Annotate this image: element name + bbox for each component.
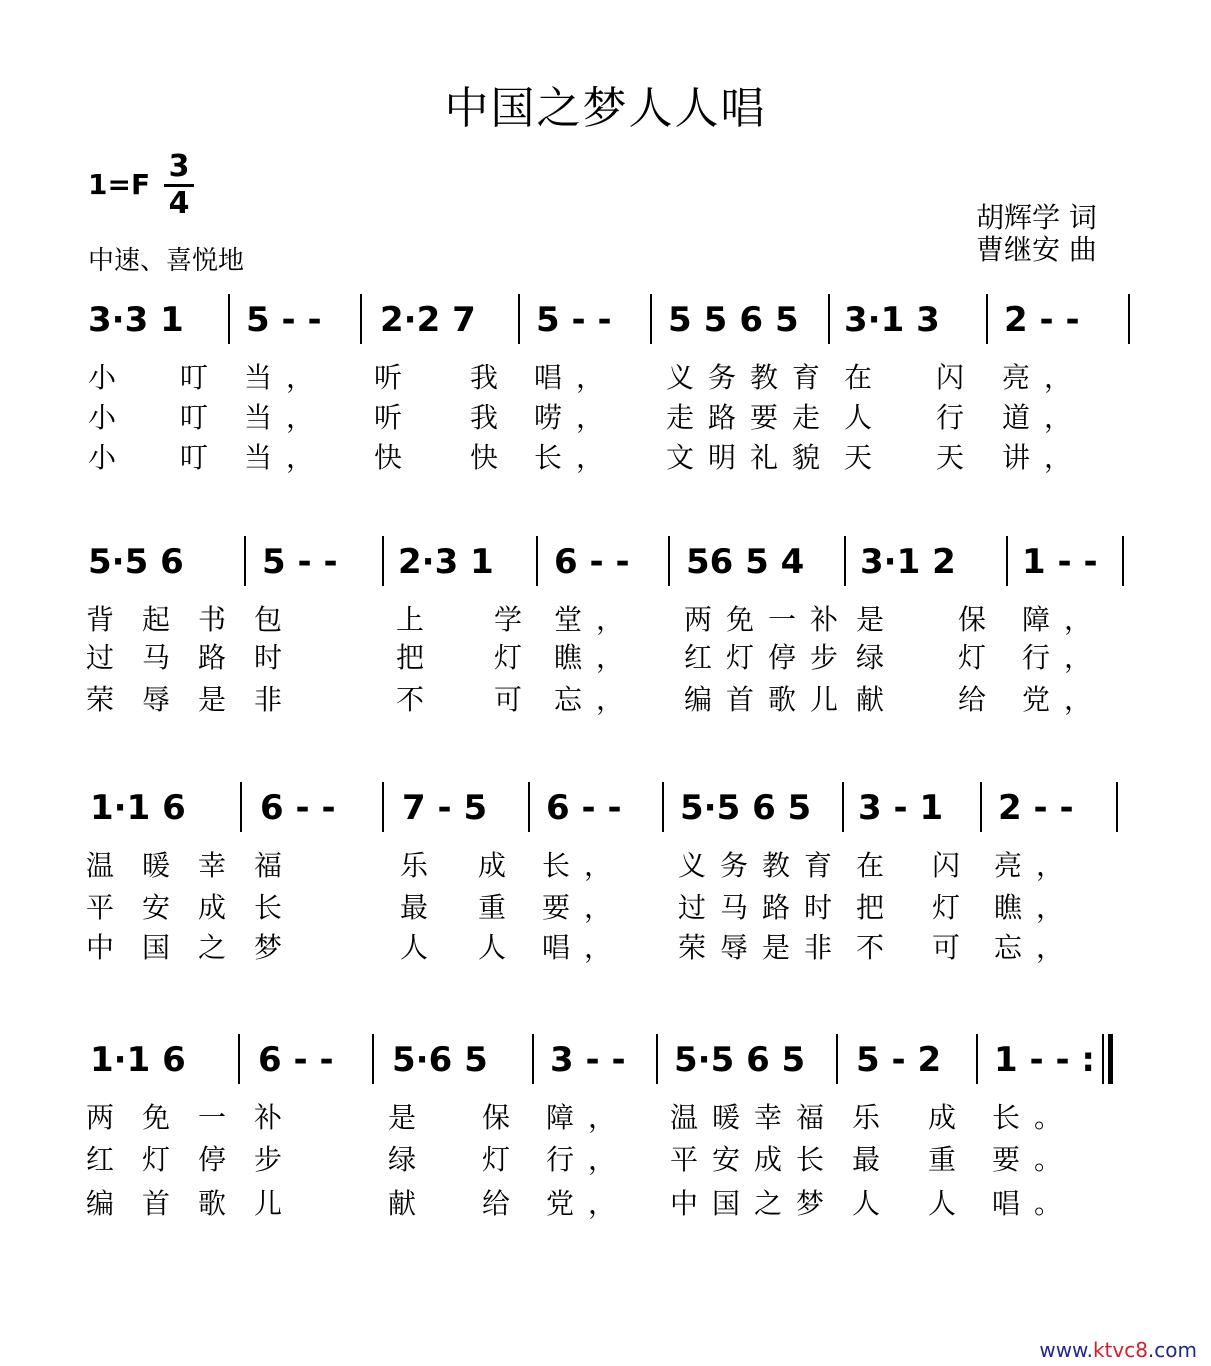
bar-line — [842, 782, 844, 832]
lyric: 唱。 — [992, 1187, 1077, 1220]
lyric-line-1 — [0, 356, 1211, 394]
lyric-line-2 — [0, 1138, 1211, 1176]
lyric: 长， — [534, 441, 619, 474]
lyric: 我 — [470, 401, 513, 434]
lyric: 唱， — [534, 361, 619, 394]
lyric: 小 — [88, 441, 131, 474]
measure: 5 - - — [536, 300, 612, 340]
lyric-line-1 — [0, 844, 1211, 882]
watermark-prefix: www. — [1039, 1338, 1093, 1362]
bar-line-end — [1116, 782, 1118, 832]
lyric: 编首歌儿 — [86, 1187, 311, 1220]
lyric: 人 — [852, 1187, 895, 1220]
lyric: 义务教育 — [666, 361, 835, 394]
tempo-marking: 中速、喜悦地 — [88, 246, 245, 276]
bar-line — [662, 782, 664, 832]
bar-line-end — [1128, 294, 1130, 344]
measure: 5·5 6 5 — [680, 788, 812, 828]
measure: 56 5 4 — [686, 542, 805, 582]
lyric: 献 — [388, 1187, 431, 1220]
lyric: 学 — [494, 603, 537, 636]
time-signature-top: 3 — [168, 149, 190, 184]
bar-line — [536, 536, 538, 586]
measure: 3 - 1 — [858, 788, 944, 828]
measure: 2 - - — [1004, 300, 1080, 340]
lyric: 是 — [388, 1101, 431, 1134]
bar-line — [372, 1034, 374, 1084]
bar-line — [1006, 536, 1008, 586]
lyric: 献 — [856, 683, 899, 716]
bar-line — [844, 536, 846, 586]
lyric: 讲， — [1002, 441, 1087, 474]
measure: 6 - - — [260, 788, 336, 828]
notes-row — [0, 788, 1211, 848]
measure: 2 - - — [998, 788, 1074, 828]
lyric: 荣辱是非 — [86, 683, 311, 716]
lyric: 在 — [844, 361, 887, 394]
lyric-line-3 — [0, 1182, 1211, 1220]
lyric: 保 — [958, 603, 1001, 636]
lyric: 两免一补 — [684, 603, 853, 636]
bar-line — [532, 1034, 534, 1084]
repeat-bar-thin — [1102, 1034, 1104, 1084]
bar-line — [518, 294, 520, 344]
measure: 1·1 6 — [90, 1040, 186, 1080]
lyric: 绿 — [856, 641, 899, 674]
lyric-line-2 — [0, 636, 1211, 674]
lyric: 是 — [856, 603, 899, 636]
lyric: 当， — [244, 361, 329, 394]
measure: 2·3 1 — [398, 542, 494, 582]
lyric: 小 — [88, 361, 131, 394]
time-signature — [164, 150, 194, 221]
lyric: 乐 — [400, 849, 443, 882]
lyric-line-2 — [0, 396, 1211, 434]
lyric: 红灯停步 — [86, 1143, 311, 1176]
measure: 5·6 5 — [392, 1040, 488, 1080]
lyric: 灯 — [482, 1143, 525, 1176]
lyric-line-3 — [0, 436, 1211, 474]
lyric: 义务教育 — [678, 849, 847, 882]
lyric: 成 — [928, 1101, 971, 1134]
lyric: 最 — [852, 1143, 895, 1176]
time-signature-bottom: 4 — [168, 186, 190, 221]
bar-line — [656, 1034, 658, 1084]
lyric: 平安成长 — [670, 1143, 839, 1176]
measure: 5565 — [668, 300, 811, 340]
lyric: 走路要走 — [666, 401, 835, 434]
lyric: 人 — [844, 401, 887, 434]
lyric: 编首歌儿 — [684, 683, 853, 716]
lyric-line-1 — [0, 598, 1211, 636]
bar-line — [528, 782, 530, 832]
lyric: 唱， — [542, 931, 627, 964]
song-title: 中国之梦人人唱 — [444, 83, 767, 134]
lyric: 可 — [494, 683, 537, 716]
lyric: 亮， — [994, 849, 1079, 882]
lyric: 道， — [1002, 401, 1087, 434]
lyric: 忘， — [554, 683, 639, 716]
notes-row — [0, 542, 1211, 602]
measure: 6 - - — [554, 542, 630, 582]
measure: 7 - 5 — [402, 788, 488, 828]
lyric: 把 — [856, 891, 899, 924]
lyric: 行 — [936, 401, 979, 434]
lyric: 荣辱是非 — [678, 931, 847, 964]
lyric: 红灯停步 — [684, 641, 853, 674]
measure: 6 - - — [546, 788, 622, 828]
lyric: 把 — [396, 641, 439, 674]
measure: 2·2 7 — [380, 300, 476, 340]
lyric: 人 — [928, 1187, 971, 1220]
measure: 3·1 2 — [860, 542, 956, 582]
bar-line — [244, 536, 246, 586]
lyric: 党， — [546, 1187, 631, 1220]
lyric: 长， — [542, 849, 627, 882]
lyric: 上 — [396, 603, 439, 636]
measure: 1 - - — [1022, 542, 1098, 582]
lyric: 温暖幸福 — [86, 849, 311, 882]
lyric: 不 — [856, 931, 899, 964]
watermark-suffix: .com — [1147, 1338, 1197, 1362]
lyric: 重 — [928, 1143, 971, 1176]
bar-line — [980, 782, 982, 832]
lyric: 叮 — [180, 401, 223, 434]
lyric: 当， — [244, 401, 329, 434]
composer-credit: 曹继安 曲 — [976, 233, 1097, 266]
lyric: 障， — [1022, 603, 1107, 636]
lyric-line-1 — [0, 1096, 1211, 1134]
lyric: 过马路时 — [678, 891, 847, 924]
lyric: 瞧， — [554, 641, 639, 674]
measure: 3 - - — [550, 1040, 626, 1080]
lyric: 叮 — [180, 441, 223, 474]
lyric: 中国之梦 — [670, 1187, 839, 1220]
notes-row — [0, 1040, 1211, 1100]
lyric: 温暖幸福 — [670, 1101, 839, 1134]
lyric: 行， — [1022, 641, 1107, 674]
measure: 3·3 1 — [88, 300, 184, 340]
watermark-brand: ktvc8 — [1092, 1338, 1148, 1362]
bar-line — [986, 294, 988, 344]
bar-line — [650, 294, 652, 344]
lyric-line-3 — [0, 678, 1211, 716]
lyric: 文明礼貌 — [666, 441, 835, 474]
lyric: 长。 — [992, 1101, 1077, 1134]
bar-line — [382, 782, 384, 832]
lyric: 给 — [482, 1187, 525, 1220]
lyric: 听 — [374, 361, 417, 394]
bar-line — [240, 782, 242, 832]
bar-line — [382, 536, 384, 586]
lyric: 要。 — [992, 1143, 1077, 1176]
lyric: 灯 — [932, 891, 975, 924]
measure: 1·1 6 — [90, 788, 186, 828]
lyric: 灯 — [494, 641, 537, 674]
lyric: 小 — [88, 401, 131, 434]
measure: 1 - - : — [994, 1040, 1095, 1080]
bar-line — [668, 536, 670, 586]
watermark — [1039, 1338, 1197, 1362]
lyric-line-2 — [0, 886, 1211, 924]
notes-row — [0, 300, 1211, 360]
lyric: 人 — [478, 931, 521, 964]
lyric: 叮 — [180, 361, 223, 394]
lyric: 天 — [936, 441, 979, 474]
lyric: 人 — [400, 931, 443, 964]
measure: 3·1 3 — [844, 300, 940, 340]
lyric: 成 — [478, 849, 521, 882]
bar-line — [228, 294, 230, 344]
lyricist-credit: 胡辉学 词 — [976, 201, 1097, 234]
bar-line — [828, 294, 830, 344]
bar-line — [976, 1034, 978, 1084]
lyric: 亮， — [1002, 361, 1087, 394]
lyric: 闪 — [936, 361, 979, 394]
lyric: 要， — [542, 891, 627, 924]
lyric: 可 — [932, 931, 975, 964]
lyric: 背起书包 — [86, 603, 311, 636]
lyric: 闪 — [932, 849, 975, 882]
bar-line-end — [1122, 536, 1124, 586]
measure: 5·5 6 5 — [674, 1040, 806, 1080]
lyric: 不 — [396, 683, 439, 716]
lyric: 堂， — [554, 603, 639, 636]
lyric: 给 — [958, 683, 1001, 716]
lyric: 障， — [546, 1101, 631, 1134]
lyric: 重 — [478, 891, 521, 924]
lyric: 在 — [856, 849, 899, 882]
repeat-bar-thick — [1108, 1034, 1113, 1084]
lyric: 保 — [482, 1101, 525, 1134]
bar-line — [238, 1034, 240, 1084]
lyric: 瞧， — [994, 891, 1079, 924]
lyric: 两免一补 — [86, 1101, 311, 1134]
lyric-line-3 — [0, 926, 1211, 964]
lyric: 灯 — [958, 641, 1001, 674]
measure: 5 - 2 — [856, 1040, 942, 1080]
lyric: 天 — [844, 441, 887, 474]
measure: 5·5 6 — [88, 542, 184, 582]
key-signature: 1=F — [88, 168, 151, 201]
lyric: 过马路时 — [86, 641, 311, 674]
lyric: 我 — [470, 361, 513, 394]
lyric: 行， — [546, 1143, 631, 1176]
lyric: 快 — [374, 441, 417, 474]
lyric: 最 — [400, 891, 443, 924]
lyric: 绿 — [388, 1143, 431, 1176]
lyric: 快 — [470, 441, 513, 474]
lyric: 中国之梦 — [86, 931, 311, 964]
lyric: 平安成长 — [86, 891, 311, 924]
measure: 5 - - — [262, 542, 338, 582]
lyric: 乐 — [852, 1101, 895, 1134]
lyric: 当， — [244, 441, 329, 474]
lyric: 听 — [374, 401, 417, 434]
measure: 5 - - — [246, 300, 322, 340]
lyric: 党， — [1022, 683, 1107, 716]
measure: 6 - - — [258, 1040, 334, 1080]
lyric: 唠， — [534, 401, 619, 434]
lyric: 忘， — [994, 931, 1079, 964]
bar-line — [360, 294, 362, 344]
bar-line — [836, 1034, 838, 1084]
